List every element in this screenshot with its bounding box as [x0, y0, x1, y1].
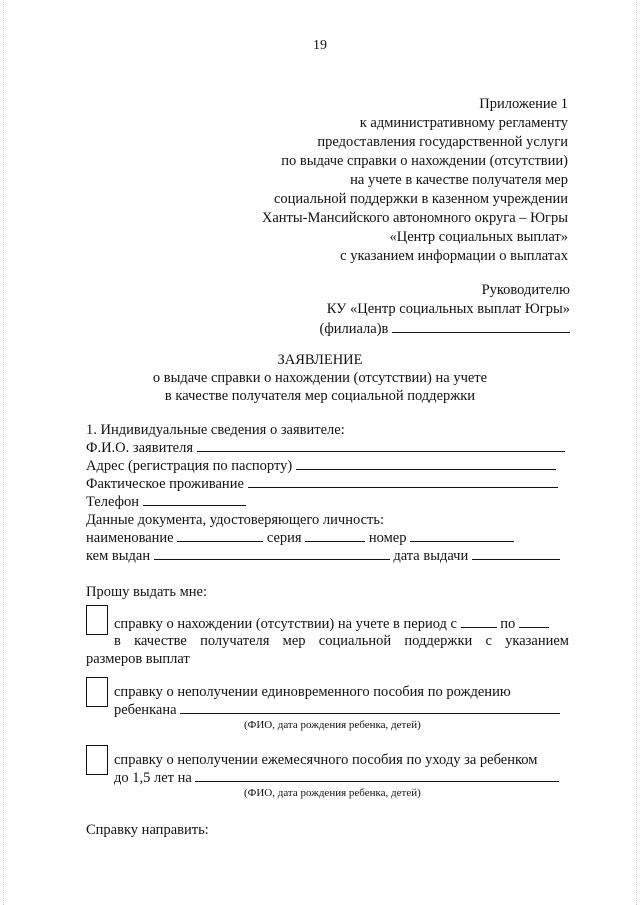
branch-fill-line[interactable]	[392, 319, 570, 333]
fio-label: Ф.И.О. заявителя	[86, 440, 194, 456]
addressee-branch	[319, 319, 570, 338]
appendix-line: с указанием информации о выплатах	[340, 248, 568, 264]
phone-fill-line[interactable]	[143, 493, 246, 506]
phone-row	[86, 493, 246, 511]
fio-fill-line[interactable]	[197, 439, 565, 452]
actual-residence-label: Фактическое проживание	[86, 476, 244, 492]
issued-by-label: кем выдан	[86, 548, 151, 564]
option1-line3: размеров выплат	[86, 651, 190, 667]
actual-residence-fill-line[interactable]	[248, 475, 558, 488]
option2-child-fill-line[interactable]	[180, 701, 560, 714]
title-subtitle-1: о выдаче справки о нахождении (отсутствии) на учете	[152, 370, 488, 386]
appendix-line: «Центр социальных выплат»	[389, 229, 568, 245]
period-to-fill-line[interactable]	[519, 615, 549, 628]
title-heading: ЗАЯВЛЕНИЕ	[277, 352, 363, 368]
doc-series-fill-line[interactable]	[305, 529, 365, 542]
option1-text-a: справку о нахождении (отсутствии) на учете в период с	[114, 616, 457, 632]
option1-text-b: по	[500, 616, 516, 632]
actual-residence-row	[86, 475, 558, 493]
appendix-line: социальной поддержки в казенном учреждении	[273, 191, 568, 207]
appendix-line: по выдаче справки о нахождении (отсутствии)	[281, 153, 568, 169]
option1-word: качестве	[134, 633, 187, 649]
option2-caption: (ФИО, дата рождения ребенка, детей)	[244, 719, 421, 731]
addressee-block	[319, 281, 570, 338]
scan-edge-left	[3, 0, 5, 905]
option1-checkbox[interactable]	[86, 605, 108, 635]
address-label: Адрес (регистрация по паспорту)	[86, 458, 293, 474]
option1-word: мер	[282, 633, 306, 649]
address-row	[86, 457, 556, 475]
option1-line2	[114, 633, 569, 650]
application-title	[0, 351, 640, 405]
title-subtitle-2: в качестве получателя мер социальной поддержки	[164, 388, 476, 404]
option3-line1: справку о неполучении ежемесячного пособия по уходу за ребенком	[114, 752, 538, 768]
phone-label: Телефон	[86, 494, 139, 510]
addressee-branch-label: (филиала)в	[319, 321, 389, 337]
option1-word: с	[485, 633, 492, 649]
option1-word: поддержки	[404, 633, 473, 649]
address-fill-line[interactable]	[296, 457, 556, 470]
doc-number-label: номер	[368, 530, 407, 546]
doc-name-label: наименование	[86, 530, 174, 546]
appendix-line: к административному регламенту	[359, 115, 568, 131]
fio-row	[86, 439, 565, 457]
appendix-line: Ханты-Мансийского автономного округа – Югры	[261, 210, 568, 226]
issued-row	[86, 547, 560, 565]
section1-header: 1. Индивидуальные сведения о заявителе:	[86, 422, 345, 438]
send-header: Справку направить:	[86, 822, 209, 838]
issued-by-fill-line[interactable]	[154, 547, 390, 560]
option1-word: в	[114, 633, 121, 649]
addressee-org: КУ «Центр социальных выплат Югры»	[326, 301, 570, 317]
request-header: Прошу выдать мне:	[86, 584, 208, 600]
issue-date-fill-line[interactable]	[472, 547, 560, 560]
option3-caption: (ФИО, дата рождения ребенка, детей)	[244, 787, 421, 799]
doc-name-fill-line[interactable]	[177, 529, 263, 542]
option1-word: социальной	[318, 633, 392, 649]
appendix-line: предоставления государственной услуги	[317, 134, 568, 150]
option3-child-fill-line[interactable]	[195, 769, 559, 782]
doc-number-fill-line[interactable]	[410, 529, 514, 542]
id-doc-header: Данные документа, удостоверяющего личность:	[86, 512, 384, 528]
page-number: 19	[313, 38, 327, 53]
appendix-line: на учете в качестве получателя мер	[350, 172, 568, 188]
option1-word: получателя	[200, 633, 270, 649]
option1-line1	[114, 615, 549, 633]
appendix-header	[262, 95, 568, 266]
period-from-fill-line[interactable]	[461, 615, 497, 628]
option3-line2-label: до 1,5 лет на	[114, 770, 192, 786]
addressee-title: Руководителю	[481, 282, 570, 298]
scan-edge-right	[636, 0, 638, 905]
option2-line2-label: ребенкана	[114, 702, 177, 718]
option1-word: указанием	[505, 633, 569, 649]
option2-checkbox[interactable]	[86, 677, 108, 707]
appendix-line: Приложение 1	[479, 96, 568, 112]
id-doc-row	[86, 529, 514, 547]
option3-checkbox[interactable]	[86, 745, 108, 775]
doc-series-label: серия	[266, 530, 302, 546]
option2-line1: справку о неполучении единовременного пособия по рождению	[114, 684, 511, 700]
issue-date-label: дата выдачи	[393, 548, 469, 564]
